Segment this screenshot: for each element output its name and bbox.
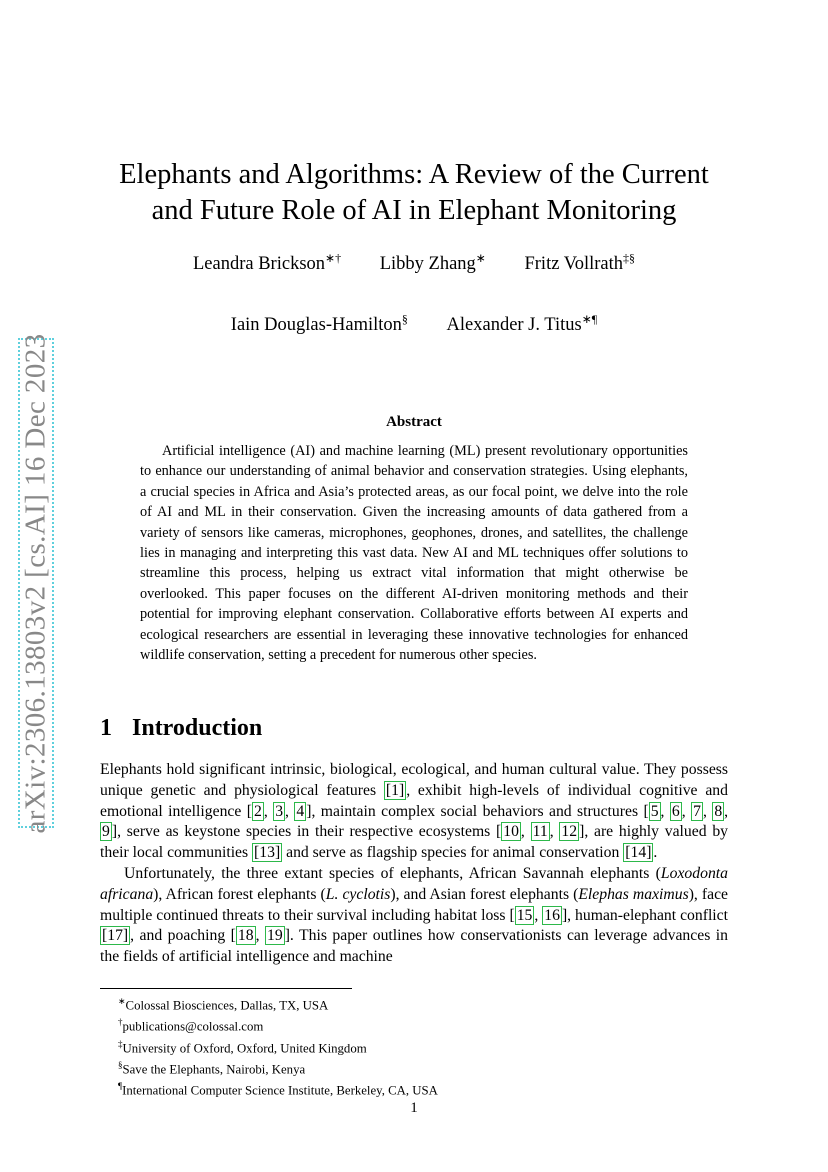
abstract-heading: Abstract bbox=[386, 414, 442, 430]
citation-link[interactable]: 16 bbox=[544, 906, 560, 924]
citation-link[interactable]: [13] bbox=[254, 844, 281, 862]
citation-link[interactable]: 7 bbox=[693, 802, 701, 820]
author-row-2 bbox=[100, 312, 728, 336]
citation-link[interactable]: 6 bbox=[671, 802, 680, 820]
citation-link[interactable]: 5 bbox=[650, 802, 659, 820]
author: Leandra Brickson∗† bbox=[193, 251, 342, 275]
author: Alexander J. Titus∗¶ bbox=[446, 312, 598, 336]
citation-link[interactable]: 3 bbox=[275, 802, 284, 820]
footnote: §Save the Elephants, Nairobi, Kenya bbox=[118, 1059, 306, 1077]
citation-link[interactable]: 18 bbox=[237, 927, 254, 945]
author: Iain Douglas-Hamilton§ bbox=[230, 312, 408, 336]
citation-link[interactable]: 12 bbox=[561, 823, 578, 841]
author-row-1 bbox=[100, 251, 728, 275]
page-number: 1 bbox=[410, 1100, 418, 1116]
author: Libby Zhang∗ bbox=[379, 251, 486, 275]
footnote: ∗Colossal Biosciences, Dallas, TX, USA bbox=[118, 996, 329, 1013]
intro-paragraph-2: Unfortunately, the three extant species of elephants, African Savannah elephants (Loxodonta africana), African forest elephants (L. cyclotis), and Asian forest elephants (Elephas maximus), face multiple continued threats to their survival including habitat loss [ 15 , 16 ], human-elephant conflict [17] , and poaching [ 18 , 19 ]. This paper outlines how conservationists can leverage advances in the fields of artificial intelligence and machine bbox=[100, 864, 729, 966]
citation-link[interactable]: 2 bbox=[253, 802, 262, 820]
footnote: ‡University of Oxford, Oxford, United Kingdom bbox=[118, 1038, 367, 1055]
citation-link[interactable]: [17] bbox=[102, 927, 129, 945]
citation-link[interactable]: 4 bbox=[296, 802, 305, 820]
author: Fritz Vollrath‡§ bbox=[524, 251, 635, 275]
intro-paragraph-1: Elephants hold significant intrinsic, biological, ecological, and human cultural value. They possess unique genetic and physiological features [1] , exhibit high-levels of individual cognitive and emotional intelligence [ 2 , 3 , 4 ], maintain complex social behaviors and structures [ 5 , 6 , 7 , 8 , 9 ], serve as keystone species in their respective ecosystems [ 10 , 11 , 12 ], are highly valued by their local communities [13] and serve as flagship species for animal conservation [14] . bbox=[100, 761, 729, 862]
title-line-2: and Future Role of AI in Elephant Monitoring bbox=[151, 195, 677, 226]
citation-link[interactable]: [14] bbox=[625, 844, 652, 862]
citation-link[interactable]: 19 bbox=[267, 927, 283, 945]
citation-link[interactable]: 10 bbox=[503, 823, 519, 841]
citation-link[interactable]: 11 bbox=[532, 823, 548, 841]
footnotes bbox=[118, 993, 438, 1099]
section-title: Introduction bbox=[132, 715, 263, 741]
section-heading bbox=[100, 715, 262, 742]
introduction-body bbox=[100, 760, 728, 968]
citation-link[interactable]: 8 bbox=[714, 802, 723, 820]
arxiv-id: arXiv:2306.13803v2 [cs.AI] 16 Dec 2023 bbox=[19, 332, 52, 834]
title-line-1: Elephants and Algorithms: A Review of the Current bbox=[119, 159, 709, 190]
paper-title bbox=[100, 157, 728, 229]
abstract-body: Artificial intelligence (AI) and machine learning (ML) present revolutionary opportunities to enhance our understanding of animal behavior and conservation strategies. Using elephants, a crucial species in Africa and Asia’s protected areas, as our focal point, we delve into the role of AI and ML in their conservation. Given the increasing amounts of data gathered from a variety of sensors like cameras, microphones, geophones, drones, and satellites, the challenge lies in managing and interpreting this vast data. New AI and ML techniques offer solutions to streamline this process, helping us extract vital information that might otherwise be overlooked. This paper focuses on the different AI-driven monitoring methods and their potential for improving elephant conservation. Collaborative efforts between AI experts and ecological researchers are essential in leveraging these innovative technologies for enhanced wildlife conservation, setting a precedent for numerous other species. bbox=[140, 443, 688, 664]
arxiv-sidebar-stamp bbox=[18, 332, 54, 834]
citation-link[interactable]: [1] bbox=[385, 781, 405, 799]
section-number: 1 bbox=[100, 715, 112, 741]
citation-link[interactable]: 15 bbox=[516, 906, 533, 924]
footnote: ¶International Computer Science Institute, Berkeley, CA, USA bbox=[118, 1081, 438, 1098]
footnote-rule bbox=[100, 988, 352, 989]
citation-link[interactable]: 9 bbox=[102, 823, 110, 841]
footnote: †publications@colossal.com bbox=[118, 1017, 264, 1034]
